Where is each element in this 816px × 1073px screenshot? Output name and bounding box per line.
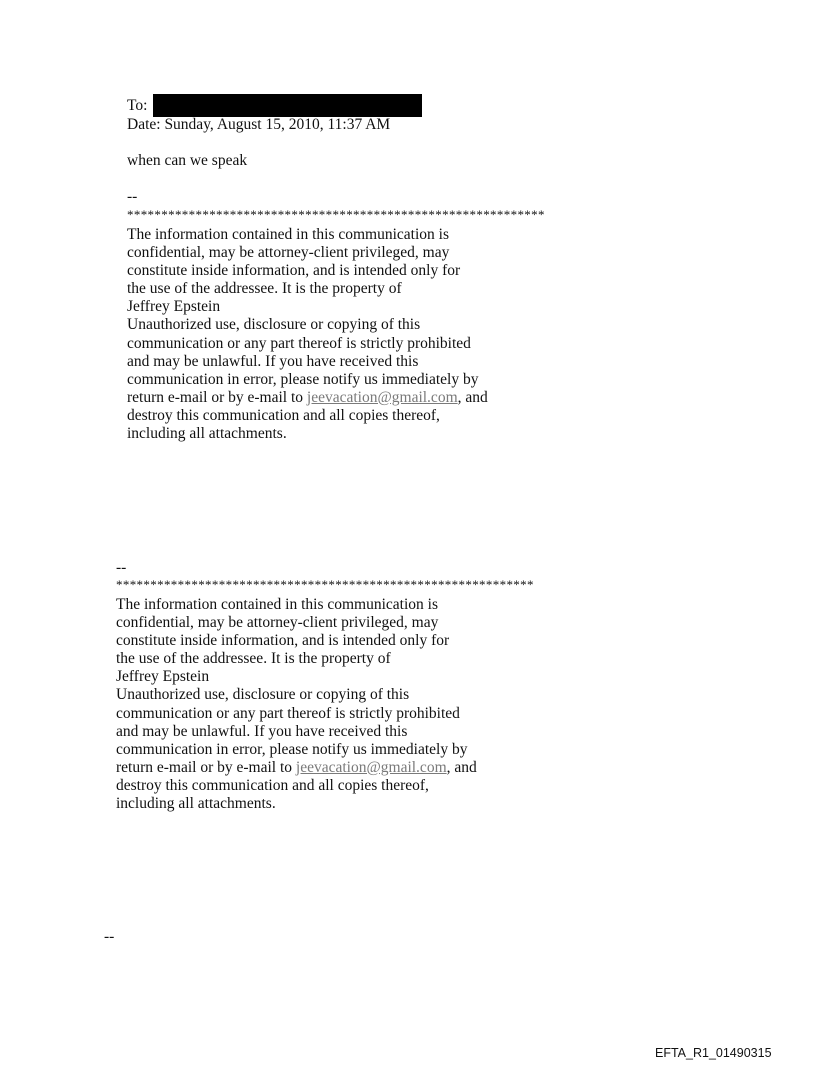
signature-separator: --: [116, 559, 127, 576]
disclaimer-line: including all attachments.: [127, 425, 287, 443]
disclaimer-line: communication in error, please notify us immediately by: [116, 740, 468, 758]
redaction-bar: [153, 94, 422, 117]
disclaimer-line: The information contained in this communication is: [127, 226, 449, 243]
disclaimer-block-1: [127, 226, 488, 443]
signature-separator: --: [127, 188, 138, 205]
disclaimer-line: and may be unlawful. If you have received this: [116, 722, 408, 740]
to-label: To:: [127, 97, 148, 114]
disclaimer-return-line: [127, 389, 488, 407]
email-link[interactable]: jeevacation@gmail.com: [306, 388, 458, 406]
disclaimer-line: communication in error, please notify us immediately by: [127, 370, 479, 388]
disclaimer-line: the use of the addressee. It is the property of: [116, 650, 391, 668]
date-line: Date: Sunday, August 15, 2010, 11:37 AM: [127, 116, 391, 133]
disclaimer-line: destroy this communication and all copies thereof,: [116, 776, 429, 794]
disclaimer-line: constitute inside information, and is intended only for: [116, 632, 450, 650]
disclaimer-block-2: [116, 596, 477, 813]
asterisk-divider: *************************************************************: [127, 207, 545, 222]
disclaimer-line: destroy this communication and all copies thereof,: [127, 406, 440, 424]
disclaimer-line: and may be unlawful. If you have received this: [127, 352, 419, 370]
email-link[interactable]: jeevacation@gmail.com: [295, 758, 447, 776]
message-body: when can we speak: [127, 152, 248, 169]
disclaimer-line: confidential, may be attorney-client privileged, may: [127, 244, 450, 262]
disclaimer-line: confidential, may be attorney-client privileged, may: [116, 614, 439, 632]
disclaimer-line: including all attachments.: [116, 795, 276, 813]
disclaimer-line: Jeffrey Epstein: [116, 668, 210, 686]
trailing-separator: --: [104, 928, 115, 945]
disclaimer-line: Unauthorized use, disclosure or copying of this: [127, 316, 421, 334]
return-prefix: return e-mail or by e-mail to: [116, 758, 296, 776]
disclaimer-line: the use of the addressee. It is the property of: [127, 280, 402, 298]
disclaimer-line: communication or any part thereof is strictly prohibited: [116, 704, 460, 722]
document-id: EFTA_R1_01490315: [655, 1046, 772, 1060]
disclaimer-line: Jeffrey Epstein: [127, 298, 221, 316]
disclaimer-return-line: [116, 759, 477, 777]
disclaimer-line: The information contained in this communication is: [116, 596, 438, 613]
return-suffix: , and: [446, 758, 477, 776]
disclaimer-line: constitute inside information, and is intended only for: [127, 262, 461, 280]
disclaimer-line: Unauthorized use, disclosure or copying of this: [116, 686, 410, 704]
return-suffix: , and: [457, 388, 488, 406]
return-prefix: return e-mail or by e-mail to: [127, 388, 307, 406]
disclaimer-line: communication or any part thereof is strictly prohibited: [127, 334, 471, 352]
asterisk-divider: *************************************************************: [116, 577, 534, 592]
